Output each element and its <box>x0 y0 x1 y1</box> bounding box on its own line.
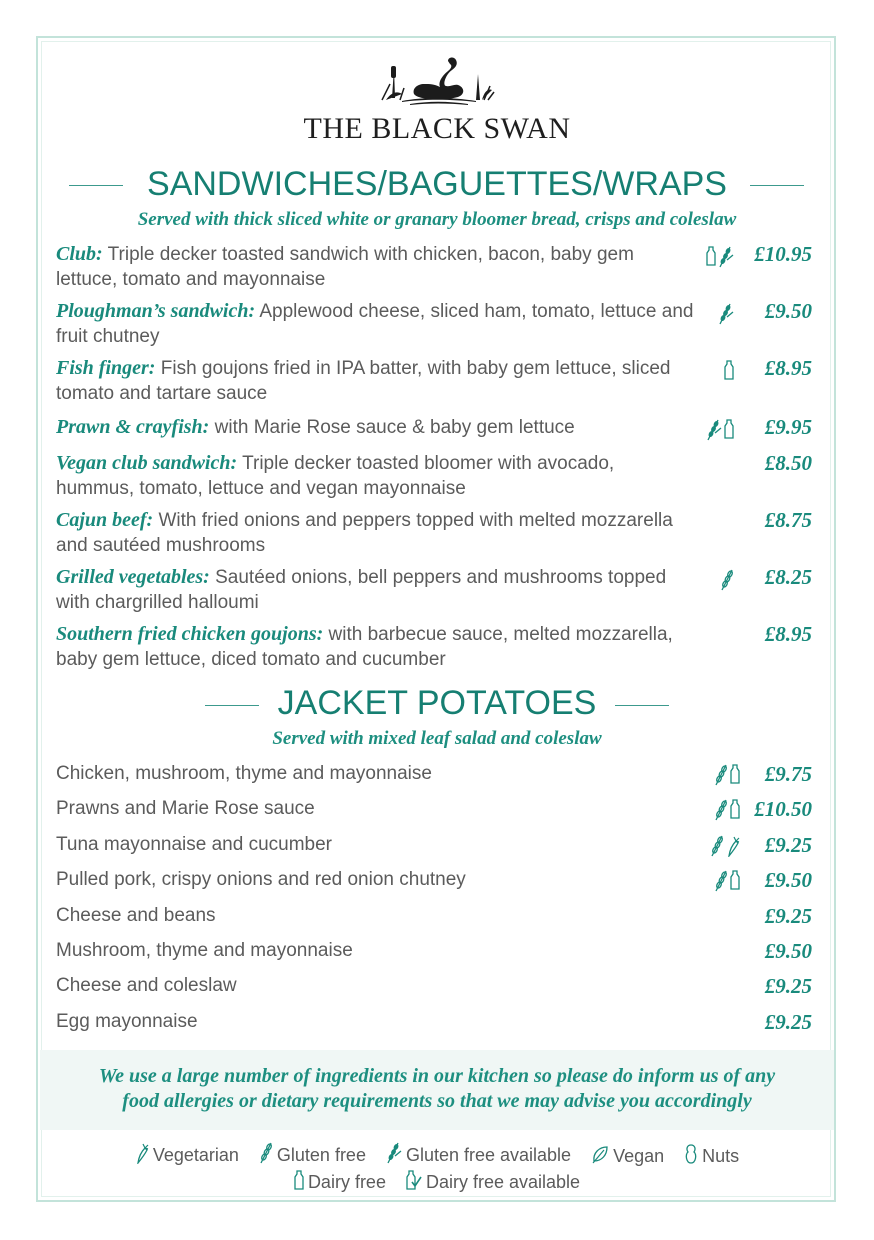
legend-item <box>135 1142 239 1169</box>
dairy-free-icon <box>730 870 740 892</box>
item-name: Grilled vegetables: <box>56 566 210 588</box>
legend-label: Gluten free available <box>405 1145 572 1165</box>
legend-label: Vegan <box>613 1146 665 1166</box>
item-price: £8.95 <box>764 356 812 380</box>
menu-item <box>56 242 696 292</box>
allergy-notice <box>40 1050 834 1130</box>
item-price: £8.50 <box>764 451 812 475</box>
item-price: £10.95 <box>754 242 812 266</box>
vegetarian-icon <box>726 835 740 857</box>
item-description: Triple decker toasted bloomer with avocado, hummus, tomato, lettuce and vegan mayonnaise <box>56 453 615 499</box>
item-price: £8.95 <box>764 622 812 646</box>
gluten-free-icon <box>259 1142 277 1169</box>
item-description: With fried onions and peppers topped with melted mozzarella and sautéed mushrooms <box>56 510 673 556</box>
swan-logo-icon <box>0 54 874 106</box>
legend-item <box>386 1142 571 1169</box>
item-description: Triple decker toasted sandwich with chicken, bacon, baby gem lettuce, tomato and mayonnaise <box>56 244 634 290</box>
legend-row <box>0 1142 874 1169</box>
dairy-free-icon <box>724 360 734 382</box>
item-description: with barbecue sauce, melted mozzarella, baby gem lettuce, diced tomato and cucumber <box>56 624 673 670</box>
gluten-free-available-icon <box>386 1142 406 1169</box>
gluten-free-available-icon <box>718 246 734 268</box>
menu-item: Cheese and beans <box>56 904 216 926</box>
gluten-free-icon <box>720 569 734 591</box>
menu-item: Prawns and Marie Rose sauce <box>56 798 315 820</box>
item-name: Prawn & crayfish: <box>56 416 210 438</box>
legend-label: Dairy free <box>307 1172 386 1192</box>
menu-item <box>56 356 696 406</box>
dietary-icons <box>714 764 740 786</box>
item-price: £9.50 <box>764 868 812 893</box>
dietary-icons <box>710 835 740 857</box>
nuts-icon <box>684 1144 702 1169</box>
item-price: £9.25 <box>764 903 812 928</box>
dairy-free-icon <box>294 1170 308 1195</box>
menu-item: Cheese and coleslaw <box>56 975 237 997</box>
dairy-free-icon <box>706 246 716 268</box>
menu-item: Pulled pork, crispy onions and red onion chutney <box>56 869 466 891</box>
legend-item <box>406 1170 580 1195</box>
gluten-free-available-icon <box>718 303 734 325</box>
dietary-icons <box>706 246 734 268</box>
item-price: £9.50 <box>764 939 812 963</box>
item-description: Sautéed onions, bell peppers and mushrooms topped with chargrilled halloumi <box>56 567 667 613</box>
menu-item: Mushroom, thyme and mayonnaise <box>56 940 353 961</box>
gluten-free-icon <box>714 799 728 821</box>
menu-item <box>56 299 696 349</box>
section-subtitle-jackets: Served with mixed leaf salad and coleslaw <box>272 728 602 749</box>
item-price: £9.95 <box>764 415 812 439</box>
section-subtitle-sandwiches: Served with thick sliced white or granary bloomer bread, crisps and coleslaw <box>137 209 737 230</box>
legend-item <box>259 1142 366 1169</box>
section-title-sandwiches: SANDWICHES/BAGUETTES/WRAPS <box>147 165 727 203</box>
vegetarian-icon <box>135 1142 153 1169</box>
section-title-jackets: JACKET POTATOES <box>277 684 597 722</box>
menu-item <box>56 451 696 501</box>
item-name: Southern fried chicken goujons: <box>56 623 324 645</box>
item-name: Vegan club sandwich: <box>56 452 238 474</box>
legend-item <box>684 1144 739 1169</box>
menu-item <box>56 622 696 672</box>
dairy-free-icon <box>724 419 734 441</box>
menu-item <box>56 565 696 615</box>
item-price: £9.50 <box>764 299 812 323</box>
legend-label: Dairy free available <box>425 1172 581 1192</box>
menu-item: Chicken, mushroom, thyme and mayonnaise <box>56 763 432 784</box>
item-price: £9.25 <box>764 974 812 999</box>
dairy-free-icon <box>730 799 740 821</box>
dietary-icons <box>714 799 740 821</box>
vegan-icon <box>591 1144 613 1169</box>
item-name: Club: <box>56 243 103 265</box>
item-price: £8.75 <box>764 508 812 532</box>
gluten-free-icon <box>714 764 728 786</box>
menu-item <box>56 508 696 558</box>
dietary-icons <box>714 870 740 892</box>
item-description: Fish goujons fried in IPA batter, with baby gem lettuce, sliced tomato and tartare sauce <box>56 358 671 404</box>
item-name: Cajun beef: <box>56 509 154 531</box>
item-description: with Marie Rose sauce & baby gem lettuce <box>209 417 575 438</box>
allergy-notice-line: food allergies or dietary requirements so that we may advise you accordingly <box>122 1090 752 1112</box>
legend-label: Gluten free <box>276 1145 366 1165</box>
item-price: £8.25 <box>764 565 812 589</box>
dairy-free-icon <box>730 764 740 786</box>
item-price: £9.25 <box>764 832 812 857</box>
item-price: £9.25 <box>764 1009 812 1034</box>
legend-item <box>294 1170 386 1195</box>
dietary-icons <box>706 419 734 441</box>
item-description: Applewood cheese, sliced ham, tomato, lettuce and fruit chutney <box>56 301 694 347</box>
dietary-icons <box>720 569 734 591</box>
legend-row <box>0 1170 874 1195</box>
menu-item: Tuna mayonnaise and cucumber <box>56 833 333 855</box>
dairy-free-available-icon <box>406 1170 426 1195</box>
legend-label: Nuts <box>702 1146 740 1166</box>
dietary-icons <box>718 303 734 325</box>
legend-label: Vegetarian <box>152 1145 239 1165</box>
item-price: £10.50 <box>754 797 812 822</box>
brand-name: THE BLACK SWAN <box>303 112 571 145</box>
gluten-free-icon <box>710 835 724 857</box>
item-name: Fish finger: <box>56 357 156 379</box>
dietary-icons <box>724 360 734 382</box>
menu-item <box>56 415 696 440</box>
item-name: Ploughman’s sandwich: <box>56 300 256 322</box>
allergy-notice-line: We use a large number of ingredients in our kitchen so please do inform us of any <box>98 1065 776 1087</box>
gluten-free-icon <box>714 870 728 892</box>
gluten-free-available-icon <box>706 419 722 441</box>
menu-item: Egg mayonnaise <box>56 1010 198 1032</box>
item-price: £9.75 <box>764 762 812 786</box>
legend-item <box>591 1144 664 1169</box>
